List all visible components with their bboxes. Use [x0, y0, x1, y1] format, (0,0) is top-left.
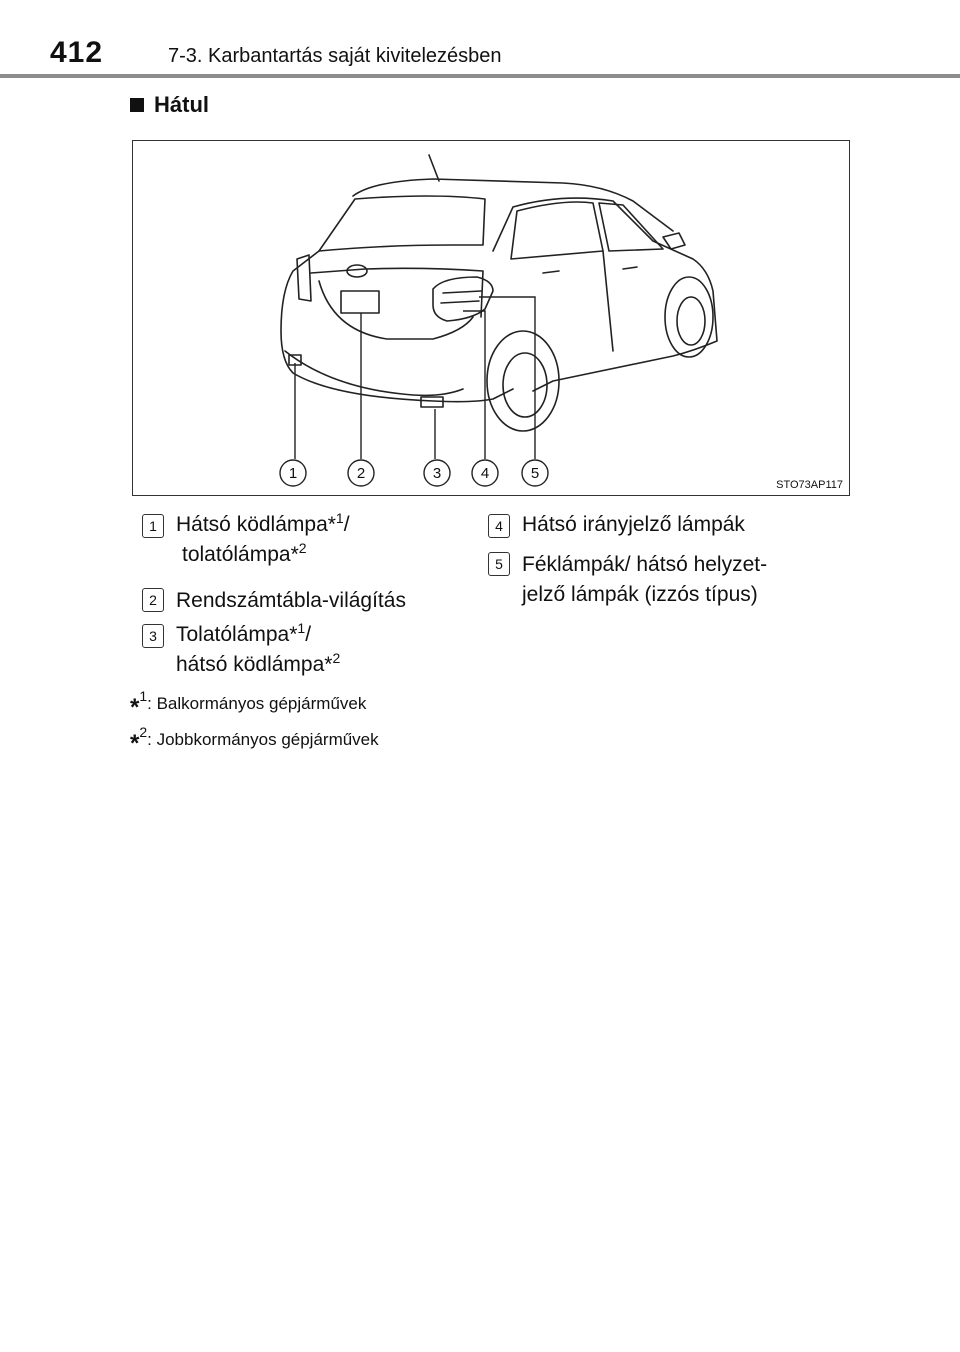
item-2-line1: Rendszámtábla-világítás — [176, 589, 406, 612]
item-4-badge: 4 — [488, 514, 510, 538]
footnote-2: *$^2$: Jobbkormányos gépjárművek — [130, 724, 379, 757]
door-handle-front — [623, 267, 637, 269]
item-1-sup2: 2 — [298, 540, 307, 556]
door-handle-rear — [543, 271, 559, 273]
item-4-line1: Hátsó irányjelző lámpák — [522, 513, 745, 536]
item-1-line2: tolatólámpa* — [182, 543, 299, 566]
item-2-text — [176, 586, 406, 616]
car-illustration — [133, 141, 849, 495]
item-1-line1: Hátsó ködlámpa* — [176, 513, 336, 536]
item-3-badge: 3 — [142, 624, 164, 648]
footnote-1-marker: 1 — [139, 688, 148, 704]
item-3-line1: Tolatólámpa* — [176, 623, 298, 646]
item-3-text — [176, 620, 340, 680]
footnote-2-text: : Jobbkormányos gépjárművek — [147, 730, 379, 749]
side-window-front — [599, 203, 663, 251]
item-5-badge: 5 — [488, 552, 510, 576]
item-3-line2: hátsó ködlámpa* — [176, 653, 333, 676]
rear-bumper — [285, 351, 463, 395]
side-window-rear — [511, 202, 603, 259]
item-3-tail: / — [305, 623, 312, 646]
section-heading — [130, 92, 209, 118]
tailgate-lower — [319, 281, 473, 339]
footnote-2-marker: 2 — [139, 724, 148, 740]
rear-wheel — [487, 331, 559, 431]
item-3-sup2: 2 — [332, 650, 341, 666]
callout-label-4: 4 — [480, 465, 490, 482]
callout-label-3: 3 — [432, 465, 442, 482]
item-1-badge: 1 — [142, 514, 164, 538]
section-title: Hátul — [154, 92, 209, 117]
bullet-square-icon — [130, 98, 144, 112]
item-1-sup1: 1 — [335, 510, 344, 526]
item-4-text — [522, 510, 745, 540]
item-2-badge: 2 — [142, 588, 164, 612]
item-3-sup1: 1 — [297, 620, 306, 636]
item-5-text — [522, 550, 767, 610]
callout-label-5: 5 — [530, 465, 540, 482]
door-line — [603, 251, 613, 351]
callout-label-2: 2 — [356, 465, 366, 482]
side-body — [493, 198, 717, 391]
item-1-text — [176, 510, 350, 570]
item-5-line1: Féklámpák/ hátsó helyzet- — [522, 553, 768, 576]
item-1-tail: / — [343, 513, 350, 536]
body-outline — [281, 251, 513, 402]
right-tail-light — [433, 277, 493, 321]
car-rear-figure — [132, 140, 850, 496]
figure-code: STO73AP117 — [776, 479, 843, 491]
emblem — [347, 265, 367, 277]
licence-plate — [341, 291, 379, 313]
rear-window — [319, 196, 485, 251]
footnote-1: *$^1$: Balkormányos gépjárművek — [130, 688, 367, 721]
callout-label-1: 1 — [288, 465, 298, 482]
footnote-1-text: : Balkormányos gépjárművek — [147, 694, 367, 713]
page-number: 412 — [50, 36, 104, 69]
antenna — [429, 155, 439, 181]
chapter-title: 7-3. Karbantartás saját kivitelezésben — [168, 45, 502, 67]
roof-outline — [353, 179, 673, 231]
header-rule — [0, 74, 960, 78]
item-5-line2: jelző lámpák (izzós típus) — [522, 583, 758, 606]
leader-4 — [463, 311, 485, 459]
